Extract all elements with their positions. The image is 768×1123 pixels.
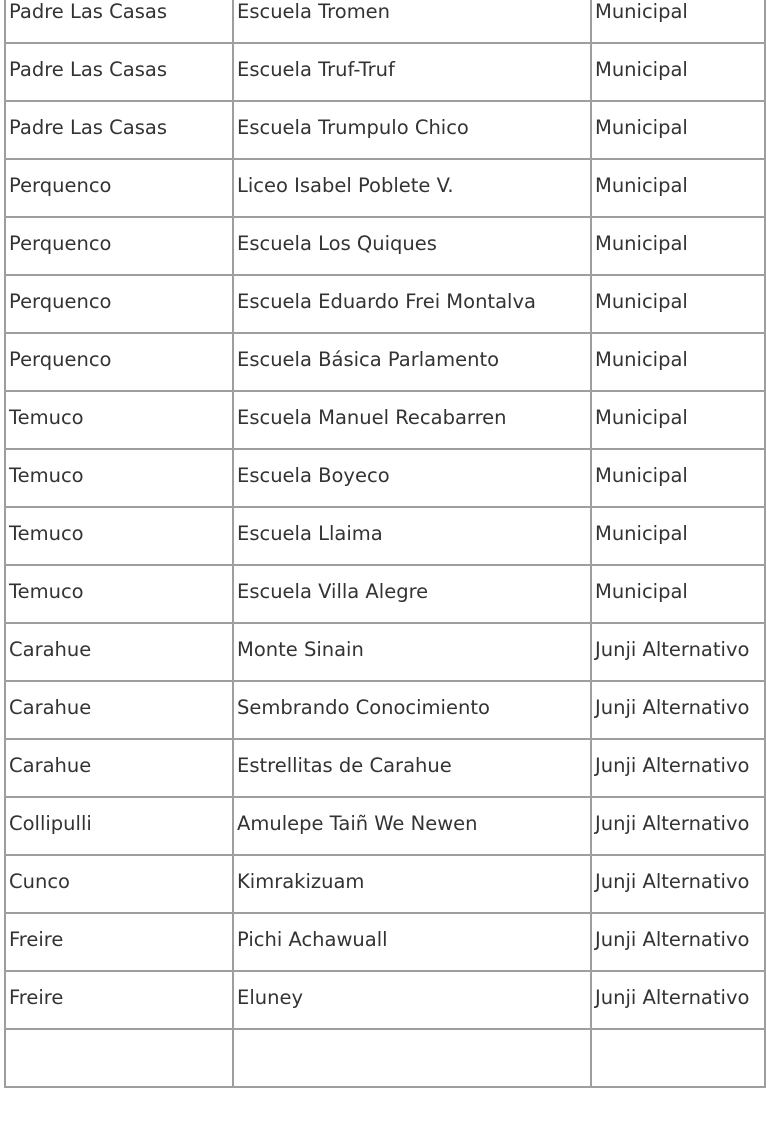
commune-cell-text: Freire (9, 986, 64, 1009)
commune-cell-text: Carahue (9, 696, 92, 719)
dependency-cell-text: Junji Alternativo (595, 870, 750, 893)
table-row (5, 565, 765, 623)
commune-cell-text: Perquenco (9, 174, 112, 197)
dependency-cell (591, 913, 765, 971)
school-name-cell (233, 333, 591, 391)
dependency-cell (591, 333, 765, 391)
school-name-cell (233, 275, 591, 333)
dependency-cell (591, 217, 765, 275)
school-name-cell-text: Escuela Tromen (237, 0, 391, 23)
commune-cell-text: Collipulli (9, 812, 92, 835)
empty-cell (5, 1029, 233, 1087)
commune-cell (5, 159, 233, 217)
dependency-cell (591, 391, 765, 449)
dependency-cell (591, 623, 765, 681)
school-name-cell-text: Escuela Los Quiques (237, 232, 437, 255)
dependency-cell-text: Municipal (595, 348, 688, 371)
table-row (5, 391, 765, 449)
commune-cell (5, 333, 233, 391)
dependency-cell (591, 101, 765, 159)
empty-cell (233, 1029, 591, 1087)
dependency-cell (591, 739, 765, 797)
dependency-cell-text: Municipal (595, 174, 688, 197)
dependency-cell-text: Municipal (595, 464, 688, 487)
school-name-cell-text: Escuela Básica Parlamento (237, 348, 500, 371)
table-row (5, 623, 765, 681)
dependency-cell-text: Municipal (595, 406, 688, 429)
dependency-cell-text: Municipal (595, 580, 688, 603)
commune-cell-text: Carahue (9, 754, 92, 777)
school-name-cell-text: Escuela Eduardo Frei Montalva (237, 290, 536, 313)
table-row (5, 43, 765, 101)
school-name-cell (233, 43, 591, 101)
commune-cell (5, 43, 233, 101)
school-name-cell (233, 159, 591, 217)
school-name-cell-text: Amulepe Taiñ We Newen (237, 812, 478, 835)
school-name-cell-text: Pichi Achawuall (237, 928, 388, 951)
dependency-cell (591, 797, 765, 855)
commune-cell-text: Temuco (9, 580, 84, 603)
table-row-partial (5, 1029, 765, 1087)
school-name-cell-text: Escuela Manuel Recabarren (237, 406, 507, 429)
table-row (5, 0, 765, 43)
dependency-cell-text: Municipal (595, 290, 688, 313)
school-name-cell (233, 797, 591, 855)
school-name-cell-text: Escuela Boyeco (237, 464, 390, 487)
table-row (5, 797, 765, 855)
commune-cell-text: Perquenco (9, 290, 112, 313)
commune-cell (5, 739, 233, 797)
commune-cell-text: Padre Las Casas (9, 0, 167, 23)
commune-cell-text: Temuco (9, 522, 84, 545)
school-name-cell (233, 0, 591, 43)
school-name-cell (233, 507, 591, 565)
table-row (5, 971, 765, 1029)
commune-cell (5, 855, 233, 913)
dependency-cell (591, 507, 765, 565)
table-row (5, 333, 765, 391)
dependency-cell (591, 565, 765, 623)
school-name-cell-text: Eluney (237, 986, 303, 1009)
dependency-cell (591, 43, 765, 101)
commune-cell-text: Padre Las Casas (9, 116, 167, 139)
table-row (5, 159, 765, 217)
commune-cell (5, 797, 233, 855)
commune-cell-text: Temuco (9, 464, 84, 487)
school-name-cell (233, 449, 591, 507)
dependency-cell (591, 449, 765, 507)
commune-cell-text: Freire (9, 928, 64, 951)
dependency-cell-text: Junji Alternativo (595, 696, 750, 719)
dependency-cell-text: Municipal (595, 522, 688, 545)
commune-cell (5, 217, 233, 275)
commune-cell-text: Temuco (9, 406, 84, 429)
commune-cell (5, 971, 233, 1029)
school-name-cell-text: Estrellitas de Carahue (237, 754, 452, 777)
commune-cell (5, 565, 233, 623)
school-name-cell (233, 623, 591, 681)
commune-cell-text: Perquenco (9, 232, 112, 255)
school-name-cell (233, 217, 591, 275)
dependency-cell-text: Junji Alternativo (595, 754, 750, 777)
dependency-cell-text: Municipal (595, 0, 688, 23)
schools-table (4, 0, 766, 1088)
table-row (5, 913, 765, 971)
table-row (5, 217, 765, 275)
dependency-cell (591, 971, 765, 1029)
commune-cell-text: Cunco (9, 870, 70, 893)
dependency-cell (591, 0, 765, 43)
table-row (5, 681, 765, 739)
commune-cell (5, 449, 233, 507)
commune-cell-text: Carahue (9, 638, 92, 661)
empty-cell (591, 1029, 765, 1087)
school-name-cell-text: Monte Sinain (237, 638, 364, 661)
school-name-cell (233, 855, 591, 913)
school-name-cell (233, 101, 591, 159)
table-row (5, 101, 765, 159)
school-name-cell-text: Kimrakizuam (237, 870, 365, 893)
commune-cell (5, 681, 233, 739)
table-row (5, 855, 765, 913)
dependency-cell-text: Junji Alternativo (595, 986, 750, 1009)
table-row (5, 739, 765, 797)
dependency-cell (591, 855, 765, 913)
commune-cell (5, 391, 233, 449)
commune-cell (5, 275, 233, 333)
dependency-cell (591, 681, 765, 739)
school-name-cell (233, 565, 591, 623)
school-name-cell (233, 739, 591, 797)
commune-cell (5, 507, 233, 565)
school-name-cell (233, 391, 591, 449)
commune-cell (5, 623, 233, 681)
dependency-cell-text: Municipal (595, 58, 688, 81)
commune-cell (5, 101, 233, 159)
school-name-cell-text: Escuela Llaima (237, 522, 383, 545)
dependency-cell (591, 159, 765, 217)
dependency-cell-text: Municipal (595, 116, 688, 139)
dependency-cell-text: Junji Alternativo (595, 812, 750, 835)
school-name-cell-text: Liceo Isabel Poblete V. (237, 174, 454, 197)
dependency-cell (591, 275, 765, 333)
school-name-cell-text: Sembrando Conocimiento (237, 696, 490, 719)
commune-cell (5, 0, 233, 43)
school-name-cell-text: Escuela Trumpulo Chico (237, 116, 469, 139)
school-name-cell-text: Escuela Truf-Truf (237, 58, 395, 81)
table-row (5, 449, 765, 507)
school-name-cell-text: Escuela Villa Alegre (237, 580, 429, 603)
dependency-cell-text: Junji Alternativo (595, 928, 750, 951)
commune-cell (5, 913, 233, 971)
table-row (5, 507, 765, 565)
table-row (5, 275, 765, 333)
dependency-cell-text: Municipal (595, 232, 688, 255)
dependency-cell-text: Junji Alternativo (595, 638, 750, 661)
schools-table-body (5, 0, 765, 1087)
school-name-cell (233, 681, 591, 739)
school-name-cell (233, 971, 591, 1029)
school-name-cell (233, 913, 591, 971)
commune-cell-text: Padre Las Casas (9, 58, 167, 81)
commune-cell-text: Perquenco (9, 348, 112, 371)
